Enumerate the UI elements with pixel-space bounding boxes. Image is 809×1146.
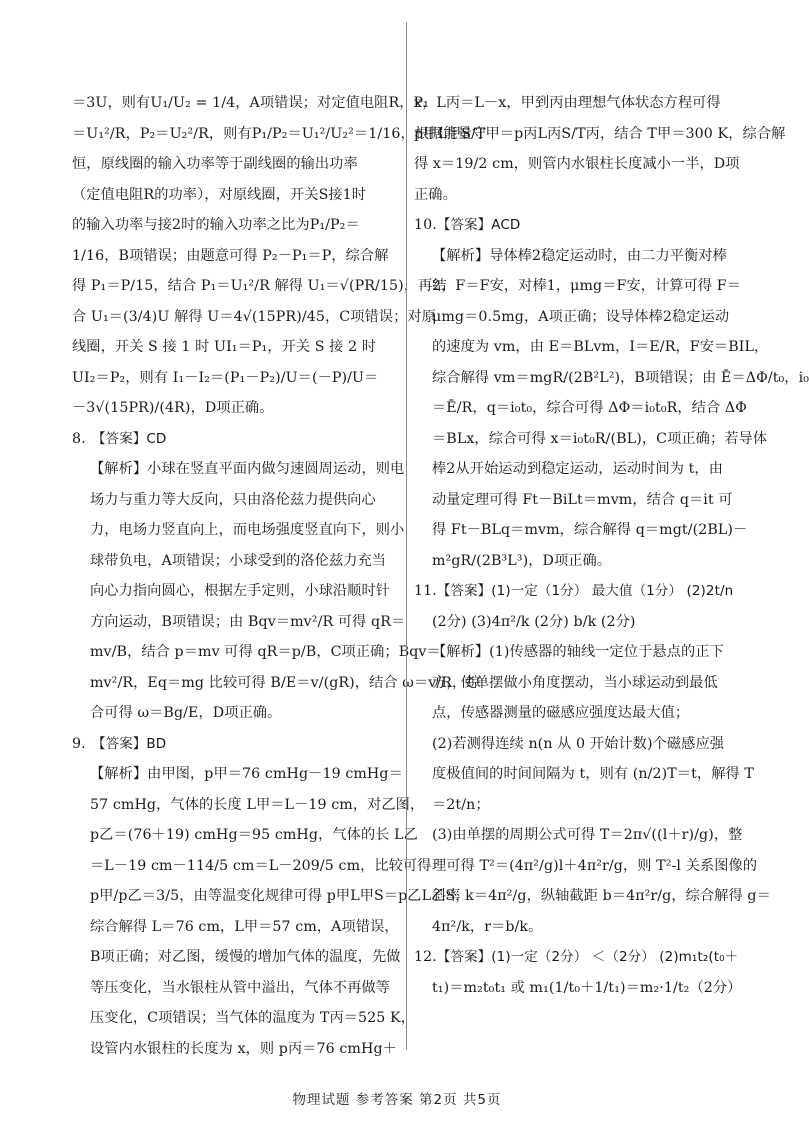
text-line: B项正确；对乙图，缓慢的增加气体的温度，先做 xyxy=(90,949,401,965)
question-number: 10. xyxy=(414,217,437,233)
answer-label: 【答案】ACD xyxy=(436,217,521,233)
text-line: 方，使单摆做小角度摆动，当小球运动到最低 xyxy=(432,674,718,691)
text-line: 【解析】导体棒2稳定运动时，由二力平衡对棒 xyxy=(432,247,727,264)
text-line: (3)由单摆的周期公式可得 T＝2π√((l＋r)/g)，整 xyxy=(432,827,743,843)
question-number: 11. xyxy=(414,583,437,599)
text-line: 动量定理可得 Ft－BiLt＝mvm，结合 q＝it 可 xyxy=(432,491,733,508)
text-line: －3√(15PR)/(4R)，D项正确。 xyxy=(72,400,274,416)
question-11 xyxy=(414,576,771,942)
text-line: 向心力指向圆心，根据左手定则，小球沿顺时针 xyxy=(90,583,391,599)
text-line: 【解析】(1)传感器的轴线一定位于悬点的正下 xyxy=(432,644,724,660)
text-line: 球带负电，A项错误；小球受到的洛伦兹力充当 xyxy=(90,552,387,569)
text-line: 【解析】小球在竖直平面内做匀速圆周运动，则电 xyxy=(90,461,405,477)
text-line: 理可得 T²＝(4π²/g)l＋4π²r/g，则 T²-l 关系图像的 xyxy=(432,857,758,874)
text-line: mv²/R，Eq＝mg 比较可得 B/E＝v/(gR)，结合 ω＝v/R，综 xyxy=(90,674,481,691)
text-line: 1/16，B项错误；由题意可得 P₂－P₁＝P，综合解 xyxy=(72,247,389,264)
text-line: 线圈，开关 S 接 1 时 UI₁＝P₁，开关 S 接 2 时 xyxy=(72,339,377,355)
text-line: 设管内水银柱的长度为 x，则 p丙＝76 cmHg＋ xyxy=(90,1040,397,1057)
text-line: ＝2t/n； xyxy=(432,796,490,813)
text-line: 棒2从开始运动到稳定运动，运动时间为 t，由 xyxy=(432,461,724,477)
text-line: 4π²/k，r＝b/k。 xyxy=(432,918,543,935)
question-number: 8. xyxy=(72,430,86,447)
text-line: 得 Ft－BLq＝mvm，综合解得 q＝mgt/(2BL)－ xyxy=(432,522,748,538)
text-line: 的输入功率与接2时的输入功率之比为P₁/P₂＝ xyxy=(72,217,360,233)
text-line: 压变化，C项错误；当气体的温度为 T丙＝525 K， xyxy=(90,1010,415,1026)
text-line: 点，传感器测量的磁感应强度达最大值； xyxy=(432,705,690,721)
text-line: 方向运动，B项错误；由 Bqv＝mv²/R 可得 qR＝ xyxy=(90,613,406,630)
text-line: 合可得 ω＝Bg/E，D项正确。 xyxy=(90,705,282,721)
text-line: x，L丙＝L－x，甲到丙由理想气体状态方程可得 xyxy=(414,95,721,111)
text-line: ＝U₁²/R，P₂＝U₂²/R，则有P₁/P₂＝U₁²/U₂²＝1/16，根据能量守 xyxy=(72,125,487,142)
question-9-answer xyxy=(72,729,398,760)
text-line: 综合解得 L＝76 cm，L甲＝57 cm，A项错误， xyxy=(90,918,399,935)
answer-label: 【答案】BD xyxy=(92,735,167,752)
text-line: t₁)＝m₂t₀t₁ 或 m₁(1/t₀＋1/t₁)＝m₂·1/t₂（2分） xyxy=(432,979,742,996)
text-line: ＝L－19 cm－114/5 cm＝L－209/5 cm，比较可得 xyxy=(90,857,432,874)
text-line: μmg＝0.5mg，A项正确；设导体棒2稳定运动 xyxy=(432,308,730,325)
text-line: 57 cmHg，气体的长度 L甲＝L－19 cm，对乙图， xyxy=(90,796,425,813)
text-line: 场力与重力等大反向，只由洛伦兹力提供向心 xyxy=(90,491,376,508)
text-line: 斜率 k＝4π²/g，纵轴截距 b＝4π²r/g，综合解得 g＝ xyxy=(432,888,771,904)
text-line: 综合解得 vm＝mgR/(2B²L²)，B项错误；由 Ē＝ΔΦ/t₀，i₀ xyxy=(432,369,809,386)
text-line: 得 P₁＝P/15，结合 P₁＝U₁²/R 解得 U₁＝√(PR/15)，再结 xyxy=(72,278,447,294)
text-line: (2分) (3)4π²/k (2分) b/k (2分) xyxy=(432,613,636,630)
text-line: 合 U₁＝(3/4)U 解得 U＝4√(15PR)/45，C项错误；对原 xyxy=(72,308,436,325)
text-line: p乙＝(76＋19) cmHg＝95 cmHg，气体的长 L乙 xyxy=(90,827,418,843)
question-8-answer xyxy=(72,424,398,455)
text-line: 2，F＝F安，对棒1，μmg＝F安，计算可得 F＝ xyxy=(432,278,742,294)
text-line: (2)若测得连续 n(n 从 0 开始计数)个磁感应强 xyxy=(432,735,725,752)
text-line: ＝Ē/R，q＝i₀t₀，综合可得 ΔΦ＝i₀t₀R，结合 ΔΦ xyxy=(432,400,747,416)
question-11-answer xyxy=(414,576,732,607)
answer-label: 【答案】(1)一定（1分） 最大值（1分） (2)2t/n xyxy=(436,583,734,599)
text-line: 恒，原线圈的输入功率等于副线圈的输出功率 xyxy=(72,156,358,172)
page-footer: 物理试题 参考答案 第2页 共5页 xyxy=(292,1092,502,1108)
right-column xyxy=(414,88,809,1003)
text-line: 正确。 xyxy=(414,186,457,203)
answer-label: 【答案】(1)一定（2分） ＜（2分） (2)m₁t₂(t₀＋ xyxy=(436,949,739,965)
text-line: m²gR/(2B³L³)，D项正确。 xyxy=(432,552,612,569)
question-10-answer xyxy=(414,210,732,241)
text-line: 的速度为 vm，由 E＝BLvm，I＝E/R，F安＝BIL， xyxy=(432,339,769,355)
text-line: p甲L甲S/T甲＝p丙L丙S/T丙，结合 T甲＝300 K，综合解 xyxy=(414,125,786,142)
text-line: （定值电阻R的功率），对原线圈，开关S接1时 xyxy=(72,186,367,203)
text-line: ＝3U，则有U₁/U₂ = 1/4，A项错误；对定值电阻R，P₁ xyxy=(72,95,429,111)
text-line: 【解析】由甲图，p甲＝76 cmHg－19 cmHg＝ xyxy=(90,766,403,782)
text-line: 得 x＝19/2 cm，则管内水银柱长度减小一半，D项 xyxy=(414,156,740,172)
text-line: 等压变化，当水银柱从管中溢出，气体不再做等 xyxy=(90,979,391,996)
q9-continuation xyxy=(414,88,786,210)
text-line: p甲/p乙＝3/5，由等温变化规律可得 p甲L甲S＝p乙L乙S， xyxy=(90,888,470,904)
column-divider xyxy=(406,22,407,1050)
answer-label: 【答案】CD xyxy=(92,430,167,447)
question-number: 12. xyxy=(414,949,437,965)
question-12 xyxy=(414,942,742,1003)
text-line: 度极值间的时间间隔为 t，则有 (n/2)T＝t，解得 T xyxy=(432,766,754,782)
text-line: ＝BLx，综合可得 x＝i₀t₀R/(BL)，C项正确；若导体 xyxy=(432,430,768,447)
question-number: 9. xyxy=(72,735,86,752)
text-line: 力，电场力竖直向上，而电场强度竖直向下，则小 xyxy=(90,522,405,538)
text-line: mv/B，结合 p＝mv 可得 qR＝p/B，C项正确；Bqv＝ xyxy=(90,644,441,660)
question-12-answer xyxy=(414,942,739,973)
question-10 xyxy=(414,210,809,576)
text-line: UI₂＝P₂，则有 I₁－I₂＝(P₁－P₂)/U＝(－P)/U＝ xyxy=(72,369,379,386)
